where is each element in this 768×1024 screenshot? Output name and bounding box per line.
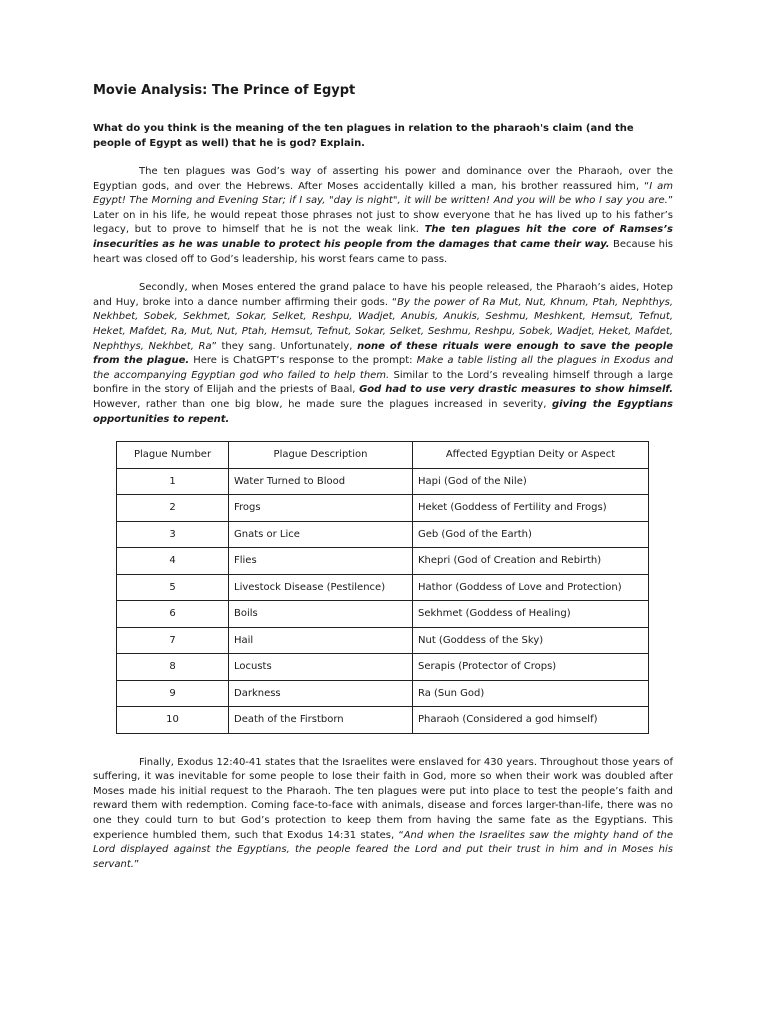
p3-text-1: Finally, Exodus 12:40-41 states that the Israelites were enslaved for 430 years. Throughout those years of suffering, it was inevitable for some people to lose their faith in God, more so when their work was doubled after Moses made his initial request to the Pharaoh. The ten plagues were put into place to test the people’s faith and reward them with redemption. Coming face-to-face with animals, disease and forces larger-than-life, there was no one they could turn to but God’s protection to keep them from having the same fate as the Egyptians. This experience humbled them, such that Exodus 14:31 states, “ bbox=[93, 756, 673, 841]
p1-text-1: The ten plagues was God’s way of asserting his power and dominance over the Pharaoh, over the Egyptian gods, and over the Hebrews. After Moses accidentally killed a man, his brother reassured him, “ bbox=[93, 166, 673, 192]
deity-cell: Hathor (Goddess of Love and Protection) bbox=[413, 574, 649, 601]
deity-cell: Serapis (Protector of Crops) bbox=[413, 654, 649, 681]
header-plague-number: Plague Number bbox=[117, 442, 229, 469]
p2-prompt: Make a table listing all the plagues in Exodus and the accompanying Egyptian god who failed to help them. bbox=[93, 355, 673, 381]
plague-description-cell: Boils bbox=[229, 601, 413, 628]
p2-bold-2 bbox=[359, 384, 673, 395]
plague-number-cell: 6 bbox=[117, 601, 229, 628]
plagues-table bbox=[116, 441, 649, 734]
table-row bbox=[117, 654, 649, 681]
header-affected-deity: Affected Egyptian Deity or Aspect bbox=[413, 442, 649, 469]
p1-text-2: ” Later on in his life, he would repeat those phrases not just to show everyone that he has lived up to his father’s legacy, but to prove to himself that he is not the weak link. bbox=[93, 195, 673, 236]
p2-bold-text-3: giving the Egyptians opportunities to repent. bbox=[93, 398, 673, 425]
table-row bbox=[117, 601, 649, 628]
p2-text-3: Here is ChatGPT’s response to the prompt: bbox=[189, 355, 417, 367]
p1-text-3: Because his heart was closed off to God’s leadership, his worst fears came to pass. bbox=[93, 238, 674, 265]
deity-cell: Khepri (God of Creation and Rebirth) bbox=[413, 548, 649, 575]
plague-description-cell: Gnats or Lice bbox=[229, 521, 413, 548]
plague-number-cell: 10 bbox=[117, 707, 229, 734]
p3-text-2: ” bbox=[133, 858, 140, 870]
table-row bbox=[117, 574, 649, 601]
p2-bold-text-2: God had to use very drastic measures to show himself. bbox=[359, 384, 673, 396]
plague-description-cell: Flies bbox=[229, 548, 413, 575]
table-header-row bbox=[117, 442, 649, 469]
plague-description-cell: Locusts bbox=[229, 654, 413, 681]
table-row bbox=[117, 548, 649, 575]
plague-number-cell: 1 bbox=[117, 468, 229, 495]
deity-cell: Hapi (God of the Nile) bbox=[413, 468, 649, 495]
deity-cell: Geb (God of the Earth) bbox=[413, 521, 649, 548]
document-page bbox=[93, 82, 673, 886]
p1-bold-text: The ten plagues hit the core of Ramses’s insecurities as he was unable to protect his people from the damages that came their way. bbox=[93, 224, 673, 250]
paragraph-1 bbox=[93, 165, 673, 267]
plague-number-cell: 4 bbox=[117, 548, 229, 575]
plague-description-cell: Darkness bbox=[229, 680, 413, 707]
plague-number-cell: 5 bbox=[117, 574, 229, 601]
table-row bbox=[117, 627, 649, 654]
deity-cell: Nut (Goddess of the Sky) bbox=[413, 627, 649, 654]
table-row bbox=[117, 707, 649, 734]
paragraph-3 bbox=[93, 756, 673, 873]
essay-question: What do you think is the meaning of the ten plagues in relation to the pharaoh's claim (and the people of Egypt as well) that he is god? Explain. bbox=[93, 123, 634, 149]
plague-description-cell: Water Turned to Blood bbox=[229, 468, 413, 495]
document-title: Movie Analysis: The Prince of Egypt bbox=[93, 83, 356, 98]
table-row bbox=[117, 468, 649, 495]
plague-description-cell: Hail bbox=[229, 627, 413, 654]
plague-description-cell: Livestock Disease (Pestilence) bbox=[229, 574, 413, 601]
plague-number-cell: 9 bbox=[117, 680, 229, 707]
plague-number-cell: 3 bbox=[117, 521, 229, 548]
plague-description-cell: Death of the Firstborn bbox=[229, 707, 413, 734]
deity-cell: Heket (Goddess of Fertility and Frogs) bbox=[413, 495, 649, 522]
p2-text-4: Similar to the Lord’s revealing himself through a large bonfire in the story of Elijah and the priests of Baal, bbox=[93, 369, 673, 396]
p2-song-quote: By the power of Ra Mut, Nut, Khnum, Ptah, Nephthys, Nekhbet, Sobek, Sekhmet, Sokar, Selket, Reshpu, Wadjet, Anubis, Anukis, Seshmu, Meshkent, Hemsut, Tefnut, Heket, Mafdet, Ra, Mut, Nut, Ptah, Hemsut, Tefnut, Sokar, Selket, Seshmu, Reshpu, Sobek, Wadjet, Heket, Mafdet, Nephthys, Nekhbet, Ra bbox=[93, 296, 673, 352]
table-row bbox=[117, 680, 649, 707]
p2-text-2: ” they sang. Unfortunately, bbox=[211, 340, 358, 352]
p2-text-5: However, rather than one big blow, he made sure the plagues increased in severity, bbox=[93, 398, 552, 410]
p2-text-1: Secondly, when Moses entered the grand palace to have his people released, the Pharaoh’s aides, Hotep and Huy, broke into a dance number affirming their gods. “ bbox=[93, 282, 673, 308]
plague-description-cell: Frogs bbox=[229, 495, 413, 522]
table-row bbox=[117, 495, 649, 522]
header-plague-description: Plague Description bbox=[229, 442, 413, 469]
paragraph-2 bbox=[93, 281, 673, 427]
deity-cell: Sekhmet (Goddess of Healing) bbox=[413, 601, 649, 628]
plague-number-cell: 2 bbox=[117, 495, 229, 522]
deity-cell: Pharaoh (Considered a god himself) bbox=[413, 707, 649, 734]
plague-number-cell: 7 bbox=[117, 627, 229, 654]
p1-quote: I am Egypt! The Morning and Evening Star; if I say, "day is night", it will be written! And you will be who I say you are. bbox=[93, 180, 674, 207]
table-row bbox=[117, 521, 649, 548]
plague-number-cell: 8 bbox=[117, 654, 229, 681]
deity-cell: Ra (Sun God) bbox=[413, 680, 649, 707]
p3-scripture-quote: And when the Israelites saw the mighty hand of the Lord displayed against the Egyptians, the people feared the Lord and put their trust in him and in Moses his servant. bbox=[93, 829, 673, 870]
p2-bold-text-1: none of these rituals were enough to save the people from the plague. bbox=[93, 340, 673, 367]
